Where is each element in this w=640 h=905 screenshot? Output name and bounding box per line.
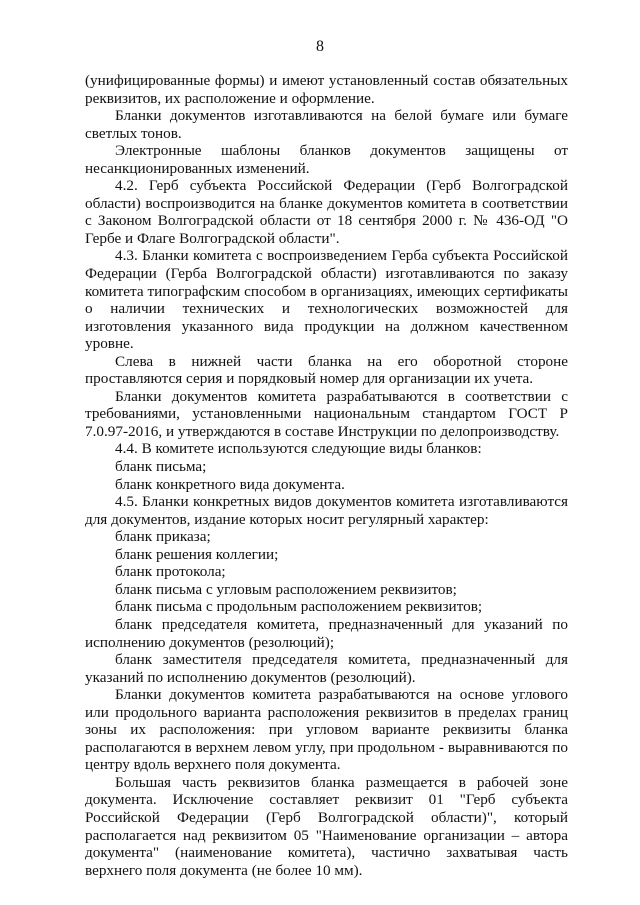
paragraph: бланк письма с угловым расположением реквизитов;	[115, 580, 457, 598]
document-body	[85, 72, 568, 879]
paragraph: бланк заместителя председателя комитета, предназначенный для указаний по исполнению документов (резолюций).	[85, 651, 568, 686]
paragraph: Бланки документов комитета разрабатываются в соответствии с требованиями, установленными национальным стандартом ГОСТ Р 7.0.97-2016, и утверждаются в составе Инструкции по делопроизводству.	[85, 387, 568, 440]
paragraph: Бланки документов изготавливаются на белой бумаге или бумаге светлых тонов.	[85, 107, 568, 142]
paragraph: бланк протокола;	[115, 563, 226, 581]
paragraph: 4.4. В комитете используются следующие виды бланков:	[115, 440, 482, 458]
paragraph: бланк письма;	[115, 458, 207, 476]
paragraph: бланк председателя комитета, предназначенный для указаний по исполнению документов (резолюций);	[85, 615, 568, 651]
paragraph: 4.2. Герб субъекта Российской Федерации (Герб Волгоградской области) воспроизводится на бланке документов комитета в соответствии с Законом Волгоградской области от 18 сентября 2000 г. № 436-ОД "О Гербе и Флаге Волгоградской области".	[85, 177, 568, 247]
paragraph: Электронные шаблоны бланков документов защищены от несанкционированных изменений.	[85, 142, 568, 177]
paragraph: Большая часть реквизитов бланка размещается в рабочей зоне документа. Исключение составляет реквизит 01 "Герб субъекта Российской Федерации (Герб Волгоградской области)", который располагается над реквизитом 05 "Наименование организации – автора документа" (наименование комитета), частично захватывая часть верхнего поля документа (не более 10 мм).	[85, 773, 568, 879]
paragraph: бланк решения коллегии;	[115, 545, 279, 563]
paragraph: 4.3. Бланки комитета с воспроизведением Герба субъекта Российской Федерации (Герба Волгоградской области) изготавливаются по заказу комитета типографским способом в организациях, имеющих сертификаты о наличии технических и технологических возможностей для изготовления указанного вида продукции на должном качественном уровне.	[85, 247, 568, 353]
paragraph: (унифицированные формы) и имеют установленный состав обязательных реквизитов, их расположение и оформление.	[85, 72, 568, 107]
paragraph: бланк письма с продольным расположением реквизитов;	[115, 598, 483, 616]
paragraph: 4.5. Бланки конкретных видов документов комитета изготавливаются для документов, издание которых носит регулярный характер:	[85, 493, 568, 528]
paragraph: бланк конкретного вида документа.	[115, 475, 345, 493]
paragraph: Бланки документов комитета разрабатываются на основе углового или продольного варианта расположения реквизитов в пределах границ зоны их расположения: при угловом варианте реквизиты бланка располагаются в верхнем левом углу, при продольном - выравниваются по центру вдоль верхнего поля документа.	[85, 686, 568, 774]
paragraph: Слева в нижней части бланка на его оборотной стороне проставляются серия и порядковый номер для организации их учета.	[85, 352, 568, 388]
page-number: 8	[316, 38, 324, 55]
paragraph: бланк приказа;	[115, 528, 211, 546]
